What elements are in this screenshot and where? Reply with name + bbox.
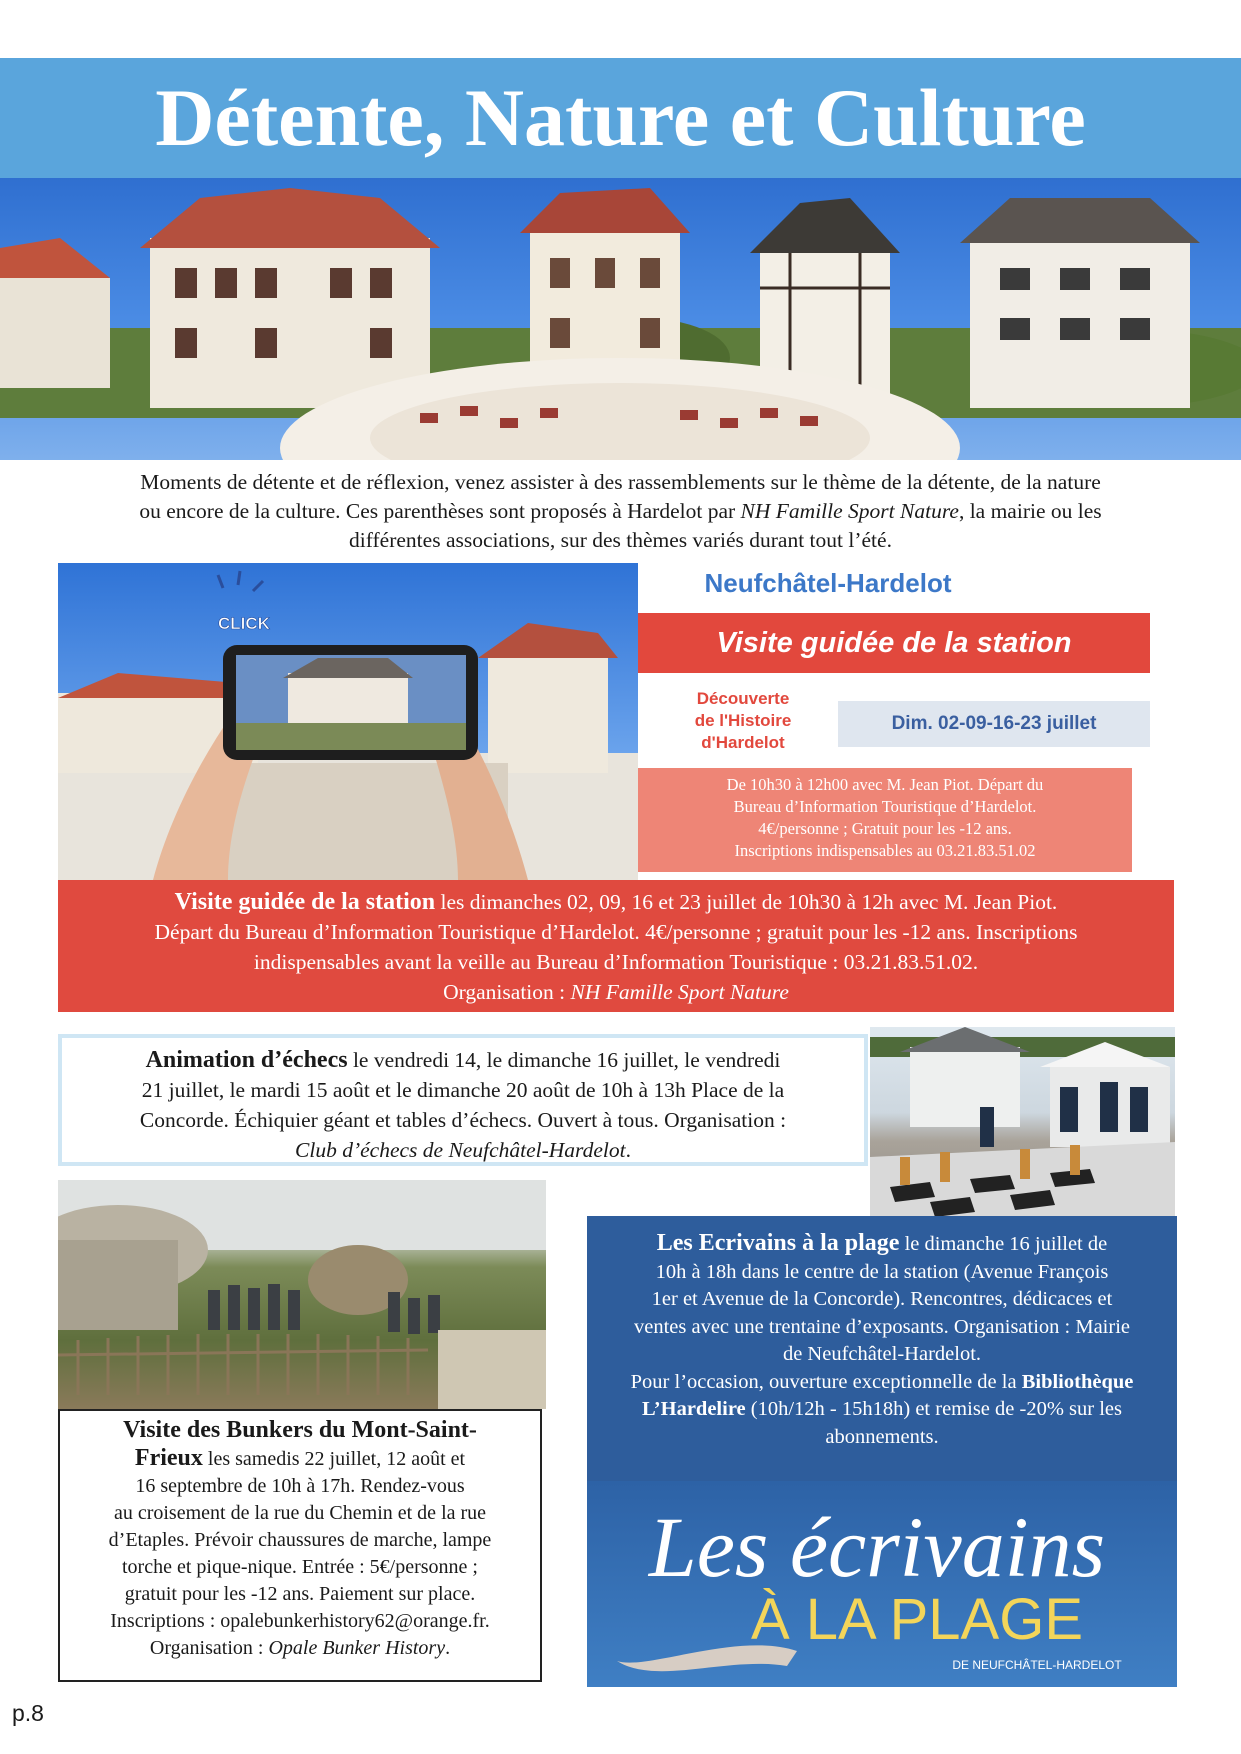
hero-villas-photo: [0, 178, 1241, 460]
giant-chess-illustration: [870, 1027, 1175, 1217]
library-name-part-1: Bibliothèque: [1021, 1370, 1134, 1393]
bunker-title-part-1: Visite des Bunkers du Mont-Saint-: [123, 1417, 477, 1443]
intro-line-2-end: , la mairie ou les: [958, 499, 1102, 523]
intro-line-2-start: ou encore de la culture. Ces parenthèses sont proposés à Hardelot par: [139, 499, 741, 523]
logo-script-text: Les écrivains: [648, 1499, 1106, 1595]
chess-dates: le vendredi 14, le dimanche 16 juillet, le vendredi: [347, 1048, 781, 1072]
poster-info-line-3: 4€/personne ; Gratuit pour les -12 ans.: [758, 819, 1012, 838]
tour-line-3: indispensables avant la veille au Bureau d’Information Touristique : 03.21.83.51.02.: [253, 950, 979, 974]
bunker-line-7: gratuit pour les -12 ans. Paiement sur place.: [124, 1583, 476, 1605]
writers-line-3: 1er et Avenue de la Concorde). Rencontres, dédicaces et: [651, 1288, 1113, 1310]
writers-line-2: 10h à 18h dans le centre de la station (Avenue François: [655, 1260, 1109, 1283]
writers-info-box: [587, 1216, 1177, 1481]
tour-organizer-line: [58, 977, 1174, 1007]
poster-info: [638, 768, 1132, 872]
poster-town-name: Neufchâtel-Hardelot: [704, 568, 952, 598]
bunker-line-8: Inscriptions : opalebunkerhistory62@orange.fr.: [110, 1610, 490, 1632]
bunker-line-3: 16 septembre de 10h à 17h. Rendez-vous: [135, 1475, 465, 1497]
writers-logo: [587, 1481, 1177, 1687]
tour-info-box: [58, 880, 1174, 1012]
chess-org-end: .: [625, 1138, 631, 1162]
poster-discover-line-3: d'Hardelot: [701, 733, 785, 752]
poster-discover-line-2: de l'Histoire: [694, 711, 792, 730]
bunker-line-6: torche et pique-nique. Entrée : 5€/personne ;: [122, 1556, 478, 1578]
chess-photo: [870, 1027, 1175, 1217]
intro-paragraph: [40, 468, 1201, 555]
villas-illustration: [0, 178, 1241, 460]
intro-line-1: Moments de détente et de réflexion, venez assister à des rassemblements sur le thème de la détente, de la nature: [140, 470, 1101, 494]
bunker-info-box: [58, 1409, 542, 1682]
page-number: p.8: [12, 1700, 44, 1726]
bunker-title-line-1: [70, 1417, 530, 1445]
poster-discover: [668, 688, 818, 754]
logo-caps-text: À LA PLAGE: [750, 1587, 1084, 1652]
chess-organizer-line: [62, 1135, 864, 1165]
logo-sub-text: DE NEUFCHÂTEL-HARDELOT: [952, 1658, 1122, 1672]
tour-line-1: [58, 887, 1174, 917]
writers-line-4: ventes avec une trentaine d’exposants. Organisation : Mairie: [633, 1315, 1130, 1338]
bunker-line-5: d’Etaples. Prévoir chaussures de marche, lampe: [108, 1529, 492, 1551]
tour-org-label: Organisation :: [443, 980, 571, 1004]
bunker-title-part-2: Frieux: [134, 1445, 203, 1471]
bunker-organizer: Opale Bunker History: [268, 1637, 446, 1659]
writers-line-1: [603, 1230, 1161, 1259]
writers-line-5: de Neufchâtel-Hardelot.: [782, 1343, 982, 1365]
tour-title: Visite guidée de la station: [174, 889, 436, 915]
writers-line-8: abonnements.: [825, 1425, 939, 1448]
bunker-org-label: Organisation :: [149, 1637, 269, 1659]
poster-info-line-2: Bureau d’Information Touristique d’Hardelot.: [733, 797, 1037, 816]
writers-opening: Pour l’occasion, ouverture exceptionnelle de la: [630, 1370, 1022, 1393]
poster-discover-line-1: Découverte: [696, 689, 790, 708]
bunker-photo: [58, 1180, 546, 1409]
bunker-illustration: [58, 1180, 546, 1409]
tour-line-2: Départ du Bureau d’Information Touristique d’Hardelot. 4€/personne ; gratuit pour les -12 ans. Inscriptions: [154, 920, 1078, 944]
chess-title: Animation d’échecs: [145, 1047, 348, 1073]
intro-line-3: différentes associations, sur des thèmes variés durant tout l’été.: [349, 528, 892, 552]
bunker-org-end: .: [445, 1637, 451, 1659]
chess-line-1: [62, 1045, 864, 1075]
writers-title: Les Ecrivains à la plage: [656, 1230, 900, 1256]
chess-line-3: Concorde. Échiquier géant et tables d’échecs. Ouvert à tous. Organisation :: [139, 1108, 787, 1132]
chess-line-2: 21 juillet, le mardi 15 août et le dimanche 20 août de 10h à 13h Place de la: [141, 1078, 785, 1102]
writers-line-6: [603, 1369, 1161, 1397]
click-label: CLICK: [218, 614, 270, 633]
bunker-line-2: [70, 1445, 530, 1473]
tour-phone-photo: [58, 563, 638, 880]
bunker-line-4: au croisement de la rue du Chemin et de la rue: [113, 1502, 487, 1524]
library-name-part-2: L’Hardelire: [642, 1398, 746, 1420]
writers-logo-illustration: [587, 1481, 1177, 1687]
intro-line-2: [40, 497, 1201, 526]
writers-dates: le dimanche 16 juillet de: [899, 1233, 1108, 1255]
tour-dates: les dimanches 02, 09, 16 et 23 juillet de 10h30 à 12h avec M. Jean Piot.: [435, 890, 1058, 914]
poster-title: Visite guidée de la station: [638, 613, 1150, 673]
phone-hands-illustration: [58, 563, 638, 880]
page-title: Détente, Nature et Culture: [155, 72, 1086, 163]
poster-info-line-4: Inscriptions indispensables au 03.21.83.51.02: [734, 841, 1036, 860]
poster-dates: Dim. 02-09-16-23 juillet: [838, 701, 1150, 747]
chess-info-box: [58, 1034, 868, 1166]
tour-organizer: NH Famille Sport Nature: [570, 980, 789, 1004]
writers-line-7: [603, 1396, 1161, 1424]
bunker-organizer-line: [70, 1635, 530, 1662]
bunker-dates: les samedis 22 juillet, 12 août et: [202, 1448, 466, 1470]
tour-poster: [638, 563, 1158, 880]
chess-organizer: Club d’échecs de Neufchâtel-Hardelot: [295, 1138, 626, 1162]
intro-organizer: NH Famille Sport Nature: [740, 499, 959, 523]
poster-info-line-1: De 10h30 à 12h00 avec M. Jean Piot. Départ du: [726, 775, 1044, 794]
library-hours: (10h/12h - 15h18h) et remise de -20% sur les: [745, 1398, 1122, 1420]
